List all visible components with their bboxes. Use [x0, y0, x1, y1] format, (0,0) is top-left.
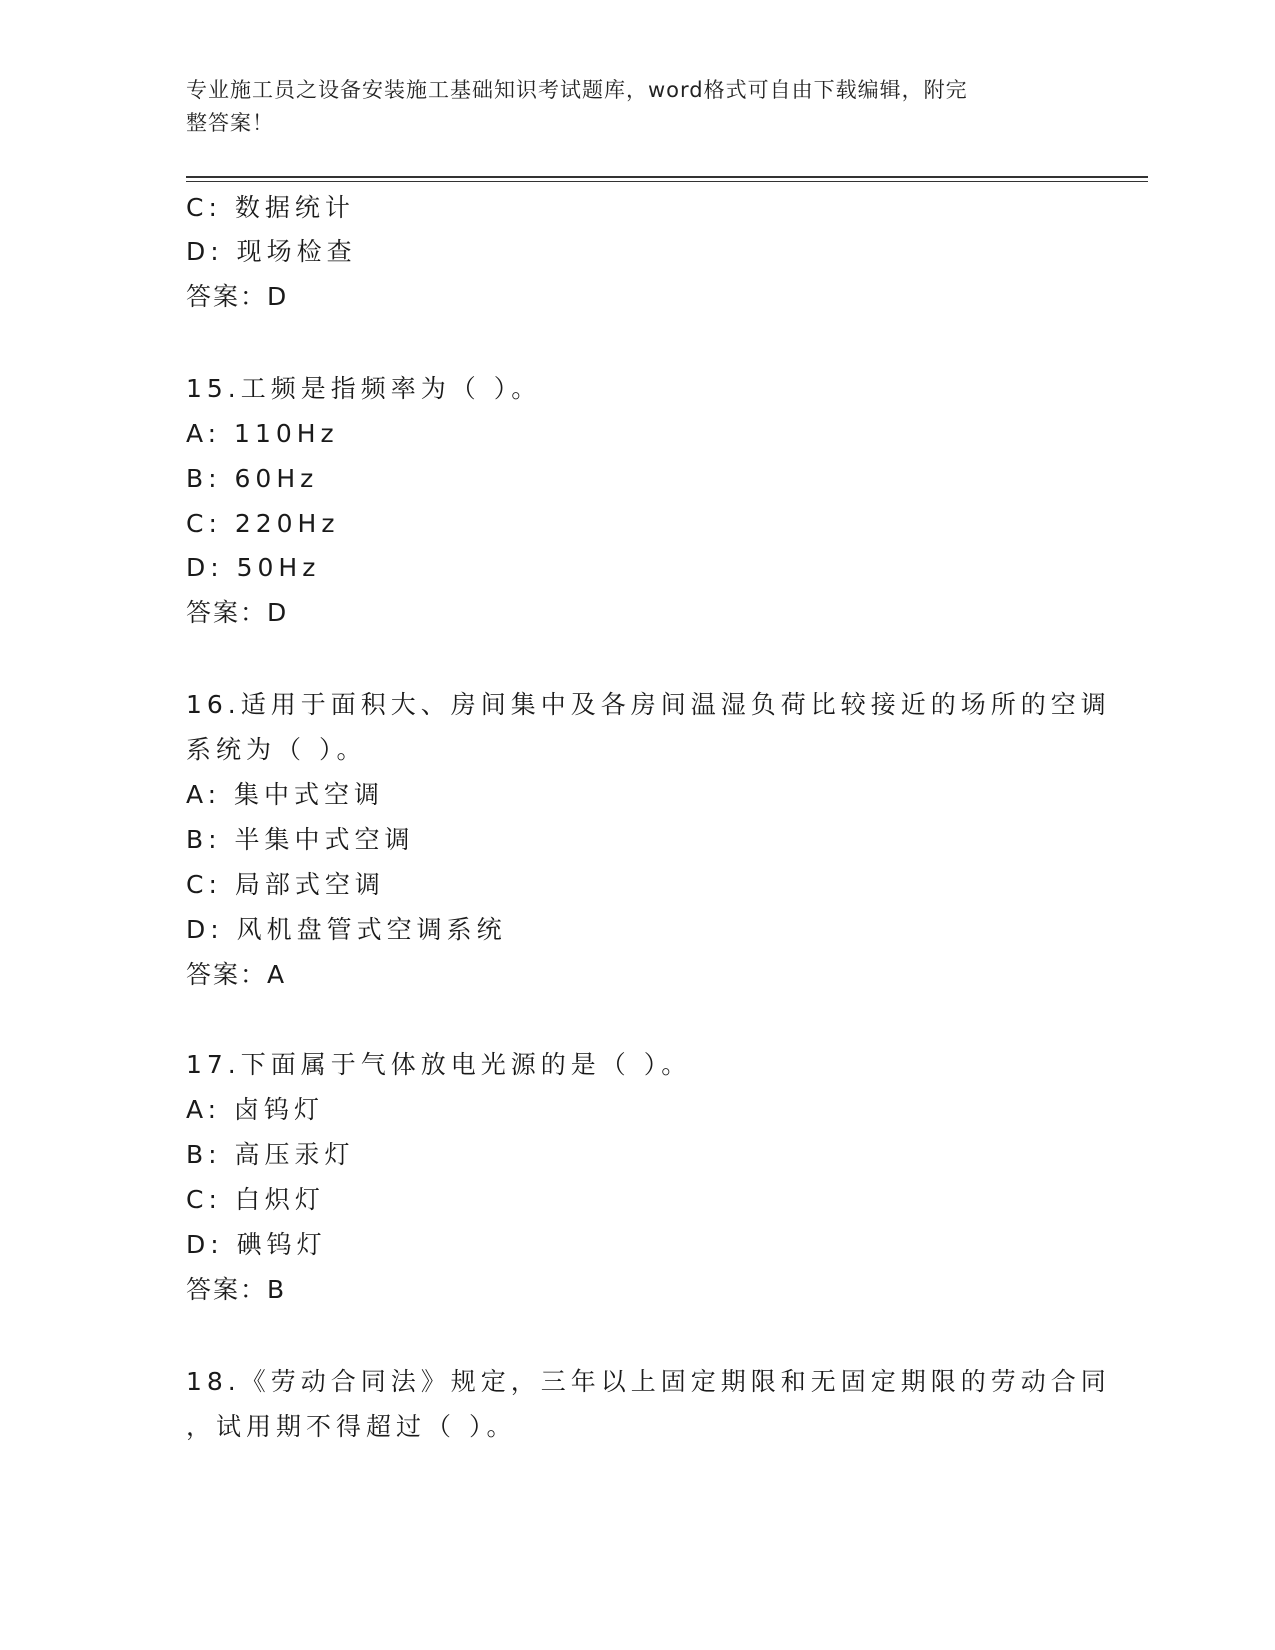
q15-stem: 15.工频是指频率为（ ）。: [186, 374, 542, 403]
q15-option-b: B: 60Hz: [186, 464, 319, 493]
q17-answer: 答案：B: [186, 1275, 287, 1304]
q16-option-d: D: 风机盘管式空调系统: [186, 915, 507, 944]
q15-answer: 答案：D: [186, 598, 289, 627]
document-header: [186, 74, 1066, 140]
q16-stem-line-2: 系统为（ ）。: [186, 735, 367, 764]
q17-option-b: B: 高压汞灯: [186, 1140, 355, 1169]
q17-stem: 17.下面属于气体放电光源的是（ ）。: [186, 1050, 692, 1079]
q14-option-c: C: 数据统计: [186, 193, 355, 222]
q17-option-c: C: 白炽灯: [186, 1185, 325, 1214]
header-divider-thick: [186, 176, 1148, 178]
q15-option-a: A: 110Hz: [186, 419, 339, 448]
q15-option-d: D: 50Hz: [186, 553, 321, 582]
q16-stem-line-1: 16.适用于面积大、房间集中及各房间温湿负荷比较接近的场所的空调: [186, 690, 1111, 719]
header-divider-thin: [186, 181, 1148, 182]
q17-option-a: A: 卤钨灯: [186, 1095, 325, 1124]
q18-stem-line-2: ，试用期不得超过（ ）。: [186, 1412, 517, 1441]
q16-answer: 答案：A: [186, 960, 287, 989]
q15-option-c: C: 220Hz: [186, 509, 340, 538]
q17-option-d: D: 碘钨灯: [186, 1230, 327, 1259]
q18-stem-line-1: 18.《劳动合同法》规定，三年以上固定期限和无固定期限的劳动合同: [186, 1367, 1111, 1396]
header-line-1: 专业施工员之设备安装施工基础知识考试题库，word格式可自由下载编辑，附完: [186, 78, 968, 102]
q14-answer: 答案：D: [186, 282, 289, 311]
q16-option-a: A: 集中式空调: [186, 780, 385, 809]
header-line-2: 整答案！: [186, 111, 274, 135]
q16-option-b: B: 半集中式空调: [186, 825, 415, 854]
q16-option-c: C: 局部式空调: [186, 870, 385, 899]
q14-option-d: D: 现场检查: [186, 237, 357, 266]
